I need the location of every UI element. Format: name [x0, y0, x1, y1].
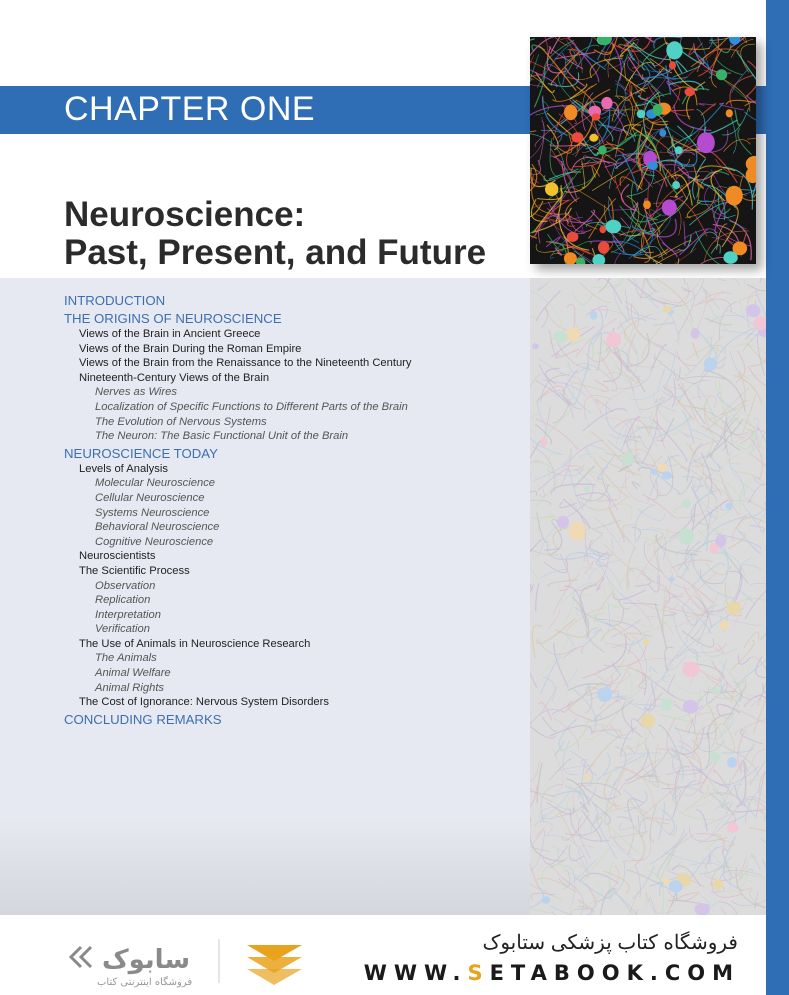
- neuron-cell-body: [657, 463, 667, 472]
- neuron-cell-body: [545, 182, 558, 196]
- toc-topic: Cognitive Neuroscience: [95, 535, 214, 548]
- neuron-cell-body: [720, 620, 729, 630]
- toc-topic: The Neuron: The Basic Functional Unit of the Brain: [95, 430, 349, 443]
- neuron-cell-body: [622, 452, 634, 466]
- toc-topic: The Evolution of Nervous Systems: [95, 415, 267, 428]
- neuron-cell-body: [697, 132, 715, 153]
- neuron-cell-body: [710, 752, 721, 762]
- neuron-cell-body: [592, 113, 601, 120]
- toc-topic: Nerves as Wires: [95, 386, 177, 399]
- neuron-cell-body: [597, 687, 612, 702]
- neuron-cell-body: [651, 469, 658, 475]
- neuron-cell-body: [643, 640, 649, 645]
- toc-section-heading: INTRODUCTION: [64, 293, 166, 308]
- toc-section-heading: CONCLUDING REMARKS: [64, 711, 222, 727]
- store-name: فروشگاه کتاب پزشکی ستابوک: [482, 932, 738, 954]
- neuron-cell-body: [571, 132, 583, 142]
- neuron-cell-body: [542, 896, 551, 904]
- neuron-cell-body: [653, 104, 663, 116]
- neuron-cell-body: [553, 331, 567, 344]
- neuron-cell-body: [712, 687, 719, 695]
- neuron-cell-body: [600, 226, 607, 234]
- toc-subsection: The Cost of Ignorance: Nervous System Disorders: [79, 696, 329, 709]
- chapter-title: [64, 196, 486, 272]
- neuron-cell-body: [726, 109, 733, 117]
- neuron-cell-body: [643, 200, 651, 209]
- neuron-cell-body: [601, 97, 612, 109]
- toc-subsection: Levels of Analysis: [79, 462, 168, 475]
- chapter-label: CHAPTER ONE: [64, 90, 316, 128]
- neuron-cell-body: [585, 775, 591, 780]
- neuron-cell-body: [675, 146, 683, 154]
- table-of-contents: [64, 291, 524, 728]
- neuron-cell-body: [606, 332, 621, 347]
- svg-text:فروشگاه اینترنتی کتاب: فروشگاه اینترنتی کتاب: [97, 977, 193, 988]
- neuron-cell-body: [567, 327, 580, 342]
- neuron-cell-body: [662, 471, 672, 479]
- neuron-cell-body: [659, 129, 666, 137]
- neuron-cell-body: [727, 601, 741, 614]
- neuron-cell-body: [746, 304, 761, 317]
- neuron-cell-body: [682, 662, 699, 677]
- neuron-cell-body: [605, 220, 621, 234]
- neuron-cell-body: [564, 105, 577, 121]
- neuron-cell-body: [598, 145, 607, 154]
- neuron-cell-body: [669, 61, 676, 69]
- toc-topic: Verification: [95, 623, 150, 636]
- toc-topic: Cellular Neuroscience: [95, 491, 205, 504]
- neuron-cell-body: [666, 41, 682, 59]
- chapter-band-extension: [756, 86, 789, 134]
- neuron-cell-body: [669, 880, 683, 892]
- toc-topic: Animal Welfare: [95, 667, 171, 680]
- toc-subsection: Views of the Brain from the Renaissance to the Nineteenth Century: [79, 357, 412, 370]
- neuron-cell-body: [567, 232, 579, 242]
- neuron-cell-body: [661, 698, 673, 711]
- store-url-prefix: WWW.: [363, 961, 468, 985]
- toc-subsection: Nineteenth-Century Views of the Brain: [79, 371, 270, 384]
- store-url-accent: S: [467, 961, 490, 985]
- setabook-logo: [67, 933, 317, 988]
- neuron-micrograph-image: [530, 37, 756, 264]
- neuron-cell-body: [723, 251, 737, 264]
- neuron-cell-body: [583, 486, 590, 492]
- toc-topic: Behavioral Neuroscience: [95, 521, 220, 534]
- neuron-cell-body: [532, 343, 539, 349]
- neuron-cell-body: [589, 134, 598, 142]
- toc-subsection: Neuroscientists: [79, 550, 156, 563]
- neuron-cell-body: [727, 822, 738, 833]
- watermark-footer: [37, 915, 766, 995]
- toc-topic: Localization of Specific Functions to Different Parts of the Brain: [95, 400, 408, 413]
- toc-section-heading: NEUROSCIENCE TODAY: [64, 445, 218, 461]
- toc-subsection: The Use of Animals in Neuroscience Research: [79, 637, 311, 650]
- neuron-cell-body: [637, 110, 646, 119]
- neuron-cell-body: [540, 438, 547, 447]
- store-url: [364, 961, 740, 985]
- toc-topic: The Animals: [95, 652, 157, 665]
- neuron-cell-body: [598, 241, 609, 254]
- neuron-cell-body: [716, 69, 727, 80]
- toc-topic: Molecular Neuroscience: [95, 477, 216, 490]
- toc-topic: Replication: [95, 594, 151, 607]
- neuron-cell-body: [713, 879, 723, 890]
- neuron-cell-body: [704, 358, 717, 372]
- neuron-cell-body: [641, 714, 655, 728]
- neuron-cell-body: [590, 311, 597, 320]
- neuron-network-illustration: [530, 37, 756, 264]
- neuron-cell-body: [662, 200, 677, 216]
- chapter-title-line-1: Neuroscience:: [64, 195, 306, 234]
- toc-topic: Systems Neuroscience: [95, 506, 210, 519]
- neuron-cell-body: [727, 757, 737, 768]
- neuron-cell-body: [683, 499, 691, 508]
- store-url-rest: ETABOOK.COM: [489, 961, 740, 985]
- neuron-cell-body: [685, 88, 695, 97]
- toc-topic: Observation: [95, 579, 156, 592]
- faded-neuron-panel: [530, 278, 766, 915]
- chapter-title-line-2: Past, Present, and Future: [64, 233, 487, 272]
- neuron-cell-body: [725, 503, 732, 510]
- neuron-cell-body: [663, 306, 672, 313]
- neuron-cell-body: [710, 543, 719, 554]
- neuron-cell-body: [648, 161, 658, 170]
- neuron-cell-body: [725, 186, 742, 206]
- neuron-cell-body: [669, 577, 675, 582]
- toc-topic: Animal Rights: [95, 681, 165, 694]
- neuron-cell-body: [678, 528, 694, 545]
- toc-subsection: Views of the Brain During the Roman Empire: [79, 342, 302, 355]
- toc-section-heading: THE ORIGINS OF NEUROSCIENCE: [64, 311, 282, 326]
- neuron-cell-body: [691, 328, 700, 339]
- setabook-logo-mark: [67, 933, 317, 988]
- neuron-cell-body: [569, 522, 586, 541]
- right-edge-strip: [766, 0, 789, 995]
- neuron-cell-body: [672, 181, 680, 189]
- neuron-cell-body: [557, 516, 569, 528]
- svg-text:سابوک: سابوک: [102, 945, 191, 975]
- neuron-cell-body: [683, 700, 698, 714]
- toc-subsection: The Scientific Process: [79, 564, 190, 577]
- toc-subsection: Views of the Brain in Ancient Greece: [79, 328, 261, 340]
- faded-neuron-illustration: [530, 278, 766, 915]
- neuron-cell-body: [663, 878, 670, 885]
- toc-topic: Interpretation: [95, 608, 161, 621]
